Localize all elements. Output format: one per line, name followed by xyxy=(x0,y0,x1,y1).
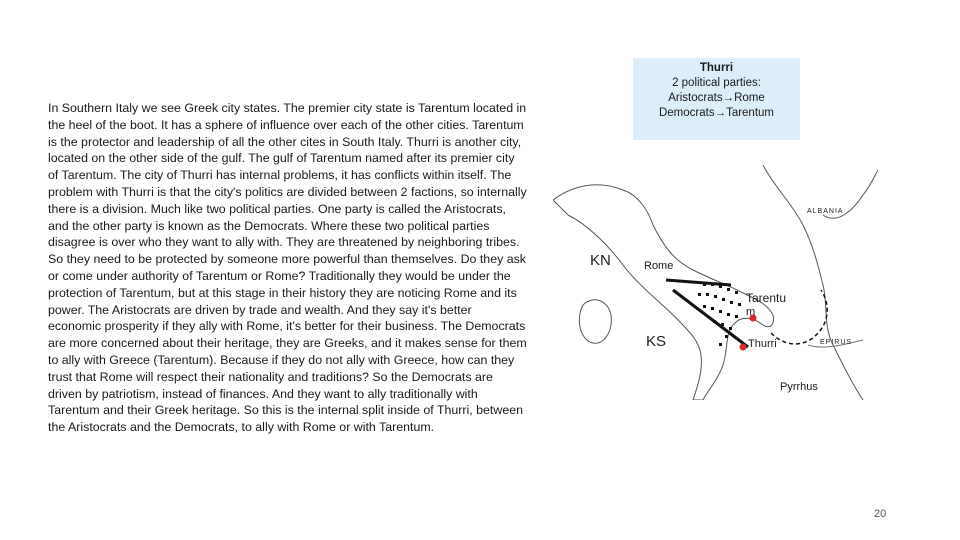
kn-label: KN xyxy=(590,252,611,269)
thurri-label: Thurri xyxy=(748,338,777,350)
balkan-coastline xyxy=(763,165,863,400)
albania-label: ALBANIA xyxy=(807,208,844,215)
pyrrhus-label: Pyrrhus xyxy=(780,381,818,393)
callout-line-3: Democrats→Tarentum xyxy=(658,107,775,119)
tarentum-label-b: m xyxy=(746,306,756,318)
rome-label: Rome xyxy=(644,260,674,272)
callout-title: Thurri xyxy=(699,62,734,74)
ks-label: KS xyxy=(646,333,667,350)
boundary-ks xyxy=(673,290,748,347)
body-text: In Southern Italy we see Greek city states. The premier city state is Tarentum located in the heel of the boot. It has a sphere of influence over each of the other cities. Tarentum is the protector and leadership of all the other cites in South Italy. Thurri is another city, located on the other side of the gulf. The gulf of Tarentum named after its premier city of Tarentum. The city of Thurri has internal problems, it has conflicts within itself. The problem with Thurri is that the city's politics are divided between 2 factions, so internally there is a division. Much like two political parties. One party is called the Aristocrats, and the other party is known as the Democrats. Where these two political parties disagree is over who they want to ally with. They are threatened by neighboring tribes. So they need to be protected by someone more powerful than themselves. Do they ask or come under authority of Tarentum or Rome? Traditionally they would be under the protection of Tarentum, but at this stage in their history they are noticing Rome and its power. The Aristocrats are driven by trade and wealth. And they say it's better economic prosperity if they ally with Rome, it's better for their business. The Democrats are more concerned about their heritage, they are Greeks, and it makes sense for them to ally with Greece (Tarentum). Because if they do not ally with Greece, how can they trust that Rome will respect their nationality and traditions? So the Democrats are driven by patriotism, instead of finances. And they want to ally traditionally with Tarentum and their Greek heritage. So this is the internal split inside of Thurri, between the Aristocrats and the Democrats, to ally with Rome or with Tarentum. xyxy=(48,101,527,435)
page-number: 20 xyxy=(874,508,887,520)
italy-coastline xyxy=(553,185,774,400)
sardinia-coastline xyxy=(579,300,611,343)
thurri-marker xyxy=(740,344,747,351)
map-drawing xyxy=(553,165,878,400)
thurri-callout xyxy=(633,58,800,140)
epirus-label: EPIRUS xyxy=(820,339,853,346)
callout-line-1: 2 political parties: xyxy=(672,77,761,89)
callout-line-2: Aristocrats→Rome xyxy=(668,92,765,104)
italy-map xyxy=(553,165,878,400)
tarentum-label-a: Tarentu xyxy=(746,291,787,305)
